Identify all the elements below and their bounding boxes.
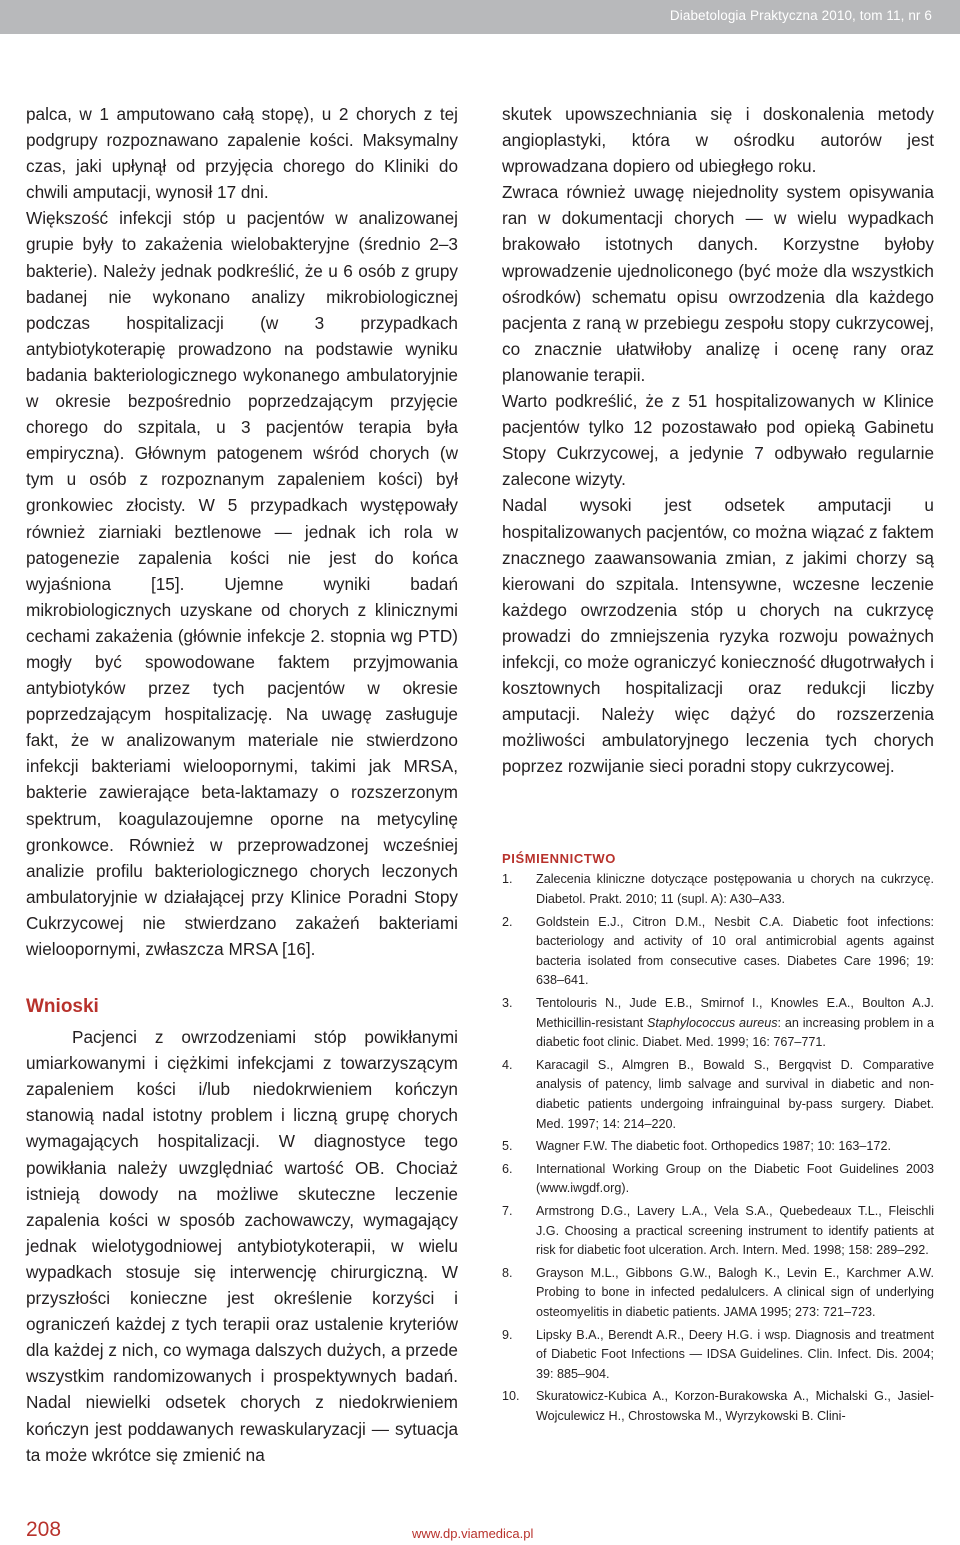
reference-number: 10. (502, 1389, 520, 1404)
body-paragraph: skutek upowszechniania się i doskonalenia metody angioplastyki, która w ośrodku autorów jest wprowadzana dopiero od ubiegłego roku. (502, 104, 934, 177)
reference-text: Skuratowicz-Kubica A., Korzon-Burakowska A., Michalski G., Jasiel-Wojculewicz H., Chrostowska M., Wyrzykowski B. Clini- (536, 1389, 934, 1423)
reference-number: 5. (502, 1139, 513, 1154)
species-name-italic: Staphylococcus aureus (646, 1015, 778, 1030)
page-number: 208 (26, 1518, 62, 1541)
reference-text: Wagner F.W. The diabetic foot. Orthopedics 1987; 10: 163–172. (536, 1139, 891, 1154)
reference-number: 4. (502, 1057, 513, 1072)
running-head-bar (0, 0, 960, 34)
body-paragraph: Warto podkreślić, że z 51 hospitalizowanych w Klinice pacjentów tylko 12 pozostawało pod opieką Gabinetu Stopy Cukrzycowej, a jedynie 7 odbywało regularnie zalecone wizyty. (502, 391, 934, 490)
reference-number: 7. (502, 1203, 513, 1218)
reference-text: Armstrong D.G., Lavery L.A., Vela S.A., Quebedeaux T.L., Fleischli J.G. Choosing a practical screening instrument to identify patients at risk for diabetic foot ulceration. Arch. Intern. Med. 1998; 158: 289–292. (536, 1203, 934, 1258)
reference-item (502, 994, 934, 1053)
reference-item (502, 1326, 934, 1385)
reference-item (502, 1056, 934, 1134)
reference-item (502, 1202, 934, 1261)
reference-text: Grayson M.L., Gibbons G.W., Balogh K., Levin E., Karchmer A.W. Probing to bone in infected pedalulcers. A clinical sign of underlying osteomyelitis in diabetic patients. JAMA 1995; 273: 721–723. (536, 1265, 934, 1319)
reference-number: 1. (502, 872, 513, 887)
reference-number: 9. (502, 1327, 513, 1342)
journal-running-title: Diabetologia Praktyczna 2010, tom 11, nr 6 (669, 8, 932, 23)
reference-item (502, 1387, 934, 1426)
reference-item (502, 870, 934, 909)
body-paragraph: Większość infekcji stóp u pacjentów w analizowanej grupie były to zakażenia wielobakteryjne (średnio 2–3 bakterie). Należy jednak podkreślić, że u 6 osób z grupy badanej nie wykonano analizy mikrobiologicznej podczas hospitalizacji (w 3 przypadkach antybiotykoterapię prowadzono na podstawie wyniku badania bakteriologicznego wykonanego ambulatoryjnie w okresie bezpośrednio poprzedzającym przyjęcie chorego do szpitala, u 3 pacjentów terapia była empiryczna). Głównym patogenem wśród chorych (w tym u osób z rozpoznanym zapaleniem kości) był gronkowiec złocisty. W 5 przypadkach występowały również ziarniaki beztlenowe — jednak ich rola w patogenezie zapalenia kości nie jest do końca wyjaśniona [15]. Ujemne wyniki badań mikrobiologicznych uzyskane od chorych z klinicznymi cechami zakażenia (głównie infekcje 2. stopnia wg PTD) mogły być spowodowane faktem przyjmowania antybiotyków przez tych pacjentów w okresie poprzedzającym hospitalizację. Na uwagę zasługuje fakt, że w analizowanym materiale nie stwierdzono infekcji bakteriami wieloopornymi, takimi jak MRSA, bakterie zawierające beta-laktamazy o rozszerzonym spektrum, koagulazoujemne oporne na metycylinę gronkowce. Również w przeprowadzonej wcześniej analizie profilu bakteriologicznego chorych leczonych ambulatoryjnie w działającej przy Klinice Poradni Stopy Cukrzycowej nie stwierdzano zakażeń bakteriami wieloopornymi, zwłaszcza MRSA [16]. (26, 208, 458, 959)
conclusion-paragraph: Pacjenci z owrzodzeniami stóp powikłanymi umiarkowanymi i ciężkimi infekcjami z towarzyszącym zapaleniem kości i/lub niedokrwieniem kończyn stanowią nadal istotny problem i liczną grupę chorych wymagających hospitalizacji. W diagnostyce tego powikłania należy uwzględniać wartość OB. Chociaż istnieją dowody na możliwe skuteczne leczenie zapalenia kości w sposób zachowawczy, wymagający jednak wielotygodniowej antybiotykoterapii, w wielu wypadkach stosuje się interwencję chirurgiczną. W przyszłości konieczne jest określenie korzyści i ograniczeń każdej z tych terapii oraz ustalenie kryteriów dla każdej z nich, co wymaga dalszych dużych, a przede wszystkim randomizowanych i prospektywnych badań. Nadal niewielki odsetek chorych z niedokrwieniem kończyn jest poddawanych rewaskularyzacji — sytuacja ta może wkrótce się zmienić na (26, 1027, 458, 1465)
reference-text: International Working Group on the Diabetic Foot Guidelines 2003 (www.iwgdf.org). (536, 1161, 934, 1196)
reference-number: 8. (502, 1265, 513, 1280)
reference-text: Zalecenia kliniczne dotyczące postępowania u chorych na cukrzycę. Diabetol. Prakt. 2010; 11 (supl. A): A30–A33. (536, 872, 934, 907)
reference-text: Goldstein E.J., Citron D.M., Nesbit C.A. Diabetic foot infections: bacteriology and activity of 10 oral antimicrobial agents against bacteria isolated from consecutive cases. Diabetes Care 1996; 19: 638–641. (536, 914, 934, 988)
reference-list (502, 870, 934, 1426)
body-paragraph: Nadal wysoki jest odsetek amputacji u hospitalizowanych pacjentów, co można wiązać z faktem znacznego zaawansowania zmian, z jakimi chorzy są kierowani do szpitala. Intensywne, wczesne leczenie każdego owrzodzenia stóp u chorych na cukrzycę prowadzi do zmniejszenia ryzyka rozwoju poważnych infekcji, co może ograniczyć konieczność długotrwałych i kosztownych hospitalizacji oraz redukcji liczby amputacji. Należy więc dążyć do rozszerzenia możliwości ambulatoryjnego leczenia tych chorych poprzez rozwijanie sieci poradni stopy cukrzycowej. (502, 495, 934, 777)
references-heading: PIŚMIENNICTWO (502, 851, 616, 867)
reference-number: 6. (502, 1161, 513, 1176)
reference-item (502, 1264, 934, 1323)
body-paragraph: palca, w 1 amputowano całą stopę), u 2 chorych z tej podgrupy rozpoznawano zapalenie kości. Maksymalny czas, jaki upłynął od przyjęcia chorego do Kliniki do chwili amputacji, wynosił 17 dni. (26, 104, 458, 203)
journal-url: www.dp.viamedica.pl (412, 1526, 534, 1541)
reference-text: Tentolouris N., Jude E.B., Smirnof I., Knowles E.A., Boulton A.J. Methicillin-resistant Staphylococcus aureus: an increasing problem in a diabetic foot clinic. Diabet. Med. 1999; 16: 767–771. (536, 996, 935, 1050)
left-column (26, 101, 458, 1468)
reference-item (502, 913, 934, 991)
reference-text: Karacagil S., Almgren B., Bowald S., Bergqvist D. Comparative analysis of patency, limb salvage and survival in diabetic and non-diabetic patients undergoing infrainguinal by-pass surgery. Diabet. Med. 1997; 14: 214–220. (536, 1057, 934, 1131)
body-paragraph: Zwraca również uwagę niejednolity system opisywania ran w dokumentacji chorych — w wielu wypadkach brakowało istotnych danych. Korzystne byłoby wprowadzenie ujednoliconego (być może dla wszystkich ośrodków) schematu opisu owrzodzenia dla każdego pacjenta z raną w przebiegu zespołu stopy cukrzycowej, co znacznie ułatwiłoby analizę i ocenę rany oraz planowanie terapii. (502, 182, 934, 385)
reference-number: 3. (502, 996, 513, 1010)
right-column (502, 101, 934, 1429)
reference-item (502, 1137, 934, 1157)
reference-text: Lipsky B.A., Berendt A.R., Deery H.G. i wsp. Diagnosis and treatment of Diabetic Foot Infections — IDSA Guidelines. Clin. Infect. Dis. 2004; 39: 885–904. (536, 1327, 934, 1381)
reference-item (502, 1160, 934, 1199)
reference-number: 2. (502, 914, 513, 929)
section-heading-conclusions: Wnioski (26, 996, 99, 1018)
